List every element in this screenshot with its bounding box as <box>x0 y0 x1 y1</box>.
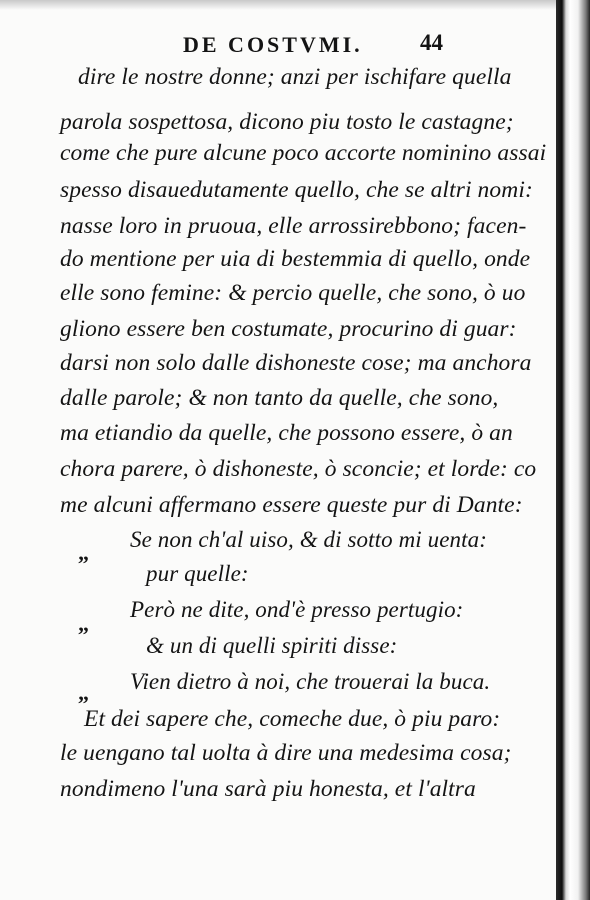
verse-line: & un di quelli spiriti disse: <box>146 633 398 658</box>
text-line: spesso disauedutamente quello, che se altri nomi: <box>60 177 533 203</box>
running-head-title: DE COSTVMI. <box>183 32 363 57</box>
text-line: elle sono femine: & percio quelle, che sono, ò uo <box>60 280 526 306</box>
verse-line: pur quelle: <box>146 561 249 586</box>
quote-mark: „ <box>78 611 89 636</box>
text-line: chora parere, ò dishoneste, ò sconcie; et lorde: co <box>60 456 537 482</box>
verse-line: Però ne dite, ond'è presso pertugio: <box>130 597 464 622</box>
page-number: 44 <box>420 30 443 55</box>
text-line: darsi non solo dalle dishoneste cose; ma anchora <box>60 350 532 376</box>
text-line: ma etiandio da quelle, che possono essere, ò an <box>60 420 513 446</box>
text-line: nondimeno l'una sarà piu honesta, et l'altra <box>60 776 476 802</box>
text-line: dire le nostre donne; anzi per ischifare quella <box>78 64 512 90</box>
text-line: do mentione per uia di bestemmia di quello, onde <box>60 246 531 272</box>
text-line: Et dei sapere che, comeche due, ò piu paro: <box>84 706 501 732</box>
quote-mark: „ <box>78 680 89 705</box>
text-line: me alcuni affermano essere queste pur di Dante: <box>60 492 523 518</box>
verse-line: Vien dietro à noi, che trouerai la buca. <box>130 669 491 694</box>
text-line: le uengano tal uolta à dire una medesima cosa; <box>60 740 512 766</box>
verse-line: Se non ch'al uiso, & di sotto mi uenta: <box>130 527 487 552</box>
text-line: gliono essere ben costumate, procurino di guar: <box>60 316 517 342</box>
text-line: parola sospettosa, dicono piu tosto le castagne; <box>60 109 514 135</box>
quote-mark: „ <box>78 540 89 565</box>
text-line: come che pure alcune poco accorte nominino assai <box>60 140 547 166</box>
text-line: nasse loro in pruoua, elle arrossirebbono; facen- <box>60 213 527 239</box>
text-line: dalle parole; & non tanto da quelle, che sono, <box>60 385 499 411</box>
